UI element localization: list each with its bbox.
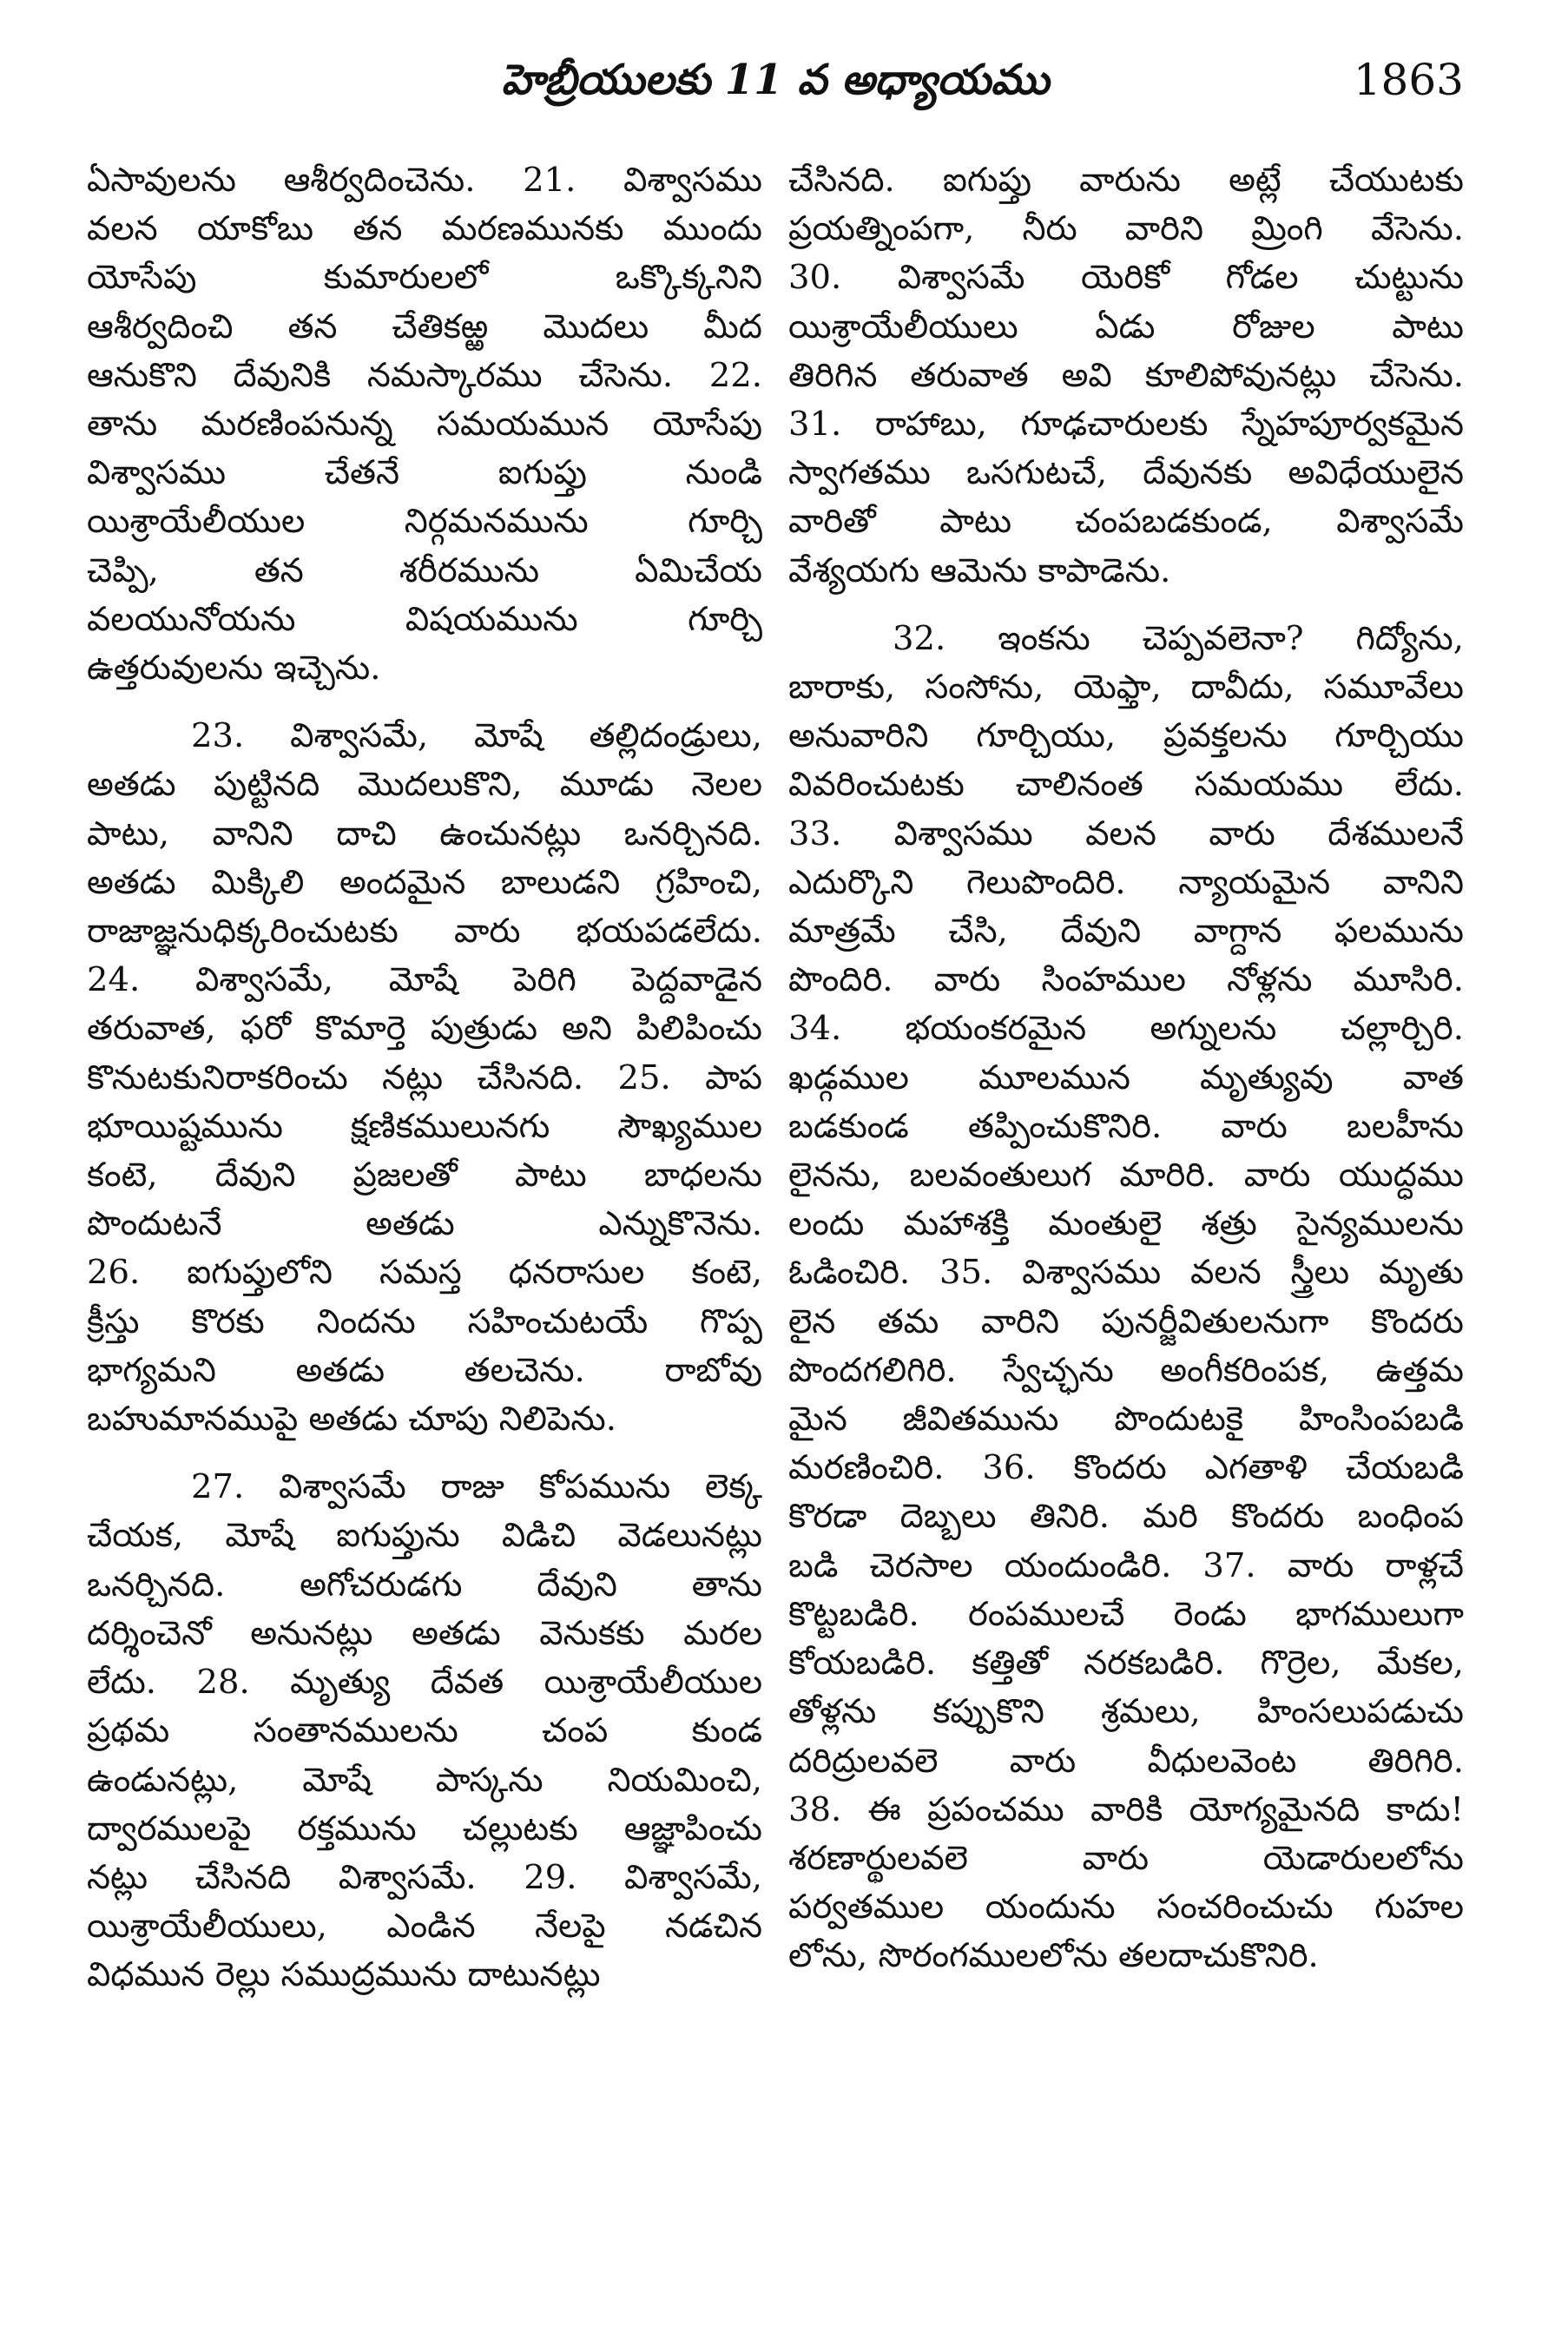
text-line: స్వాగతము ఒసగుటచే, దేవునకు అవిధేయులైన bbox=[788, 453, 1464, 493]
text-line: బడకుండ తప్పించుకొనిరి. వారు బలహీను bbox=[788, 1106, 1464, 1146]
text-line: పొందిరి. వారు సింహముల నోళ్లను మూసిరి. bbox=[788, 960, 1464, 1000]
text-line: పొందగలిగిరి. స్వేచ్ఛను అంగీకరింపక, ఉత్తమ bbox=[788, 1350, 1464, 1390]
text-line: 38. ఈ ప్రపంచము వారికి యోగ్యమైనది కాదు! bbox=[788, 1789, 1464, 1829]
text-line: 23. విశ్వాసమే, మోషే తల్లిదండ్రులు, bbox=[191, 716, 762, 756]
text-line: ఖడ్గముల మూలమున మృత్యువు వాత bbox=[788, 1057, 1464, 1097]
text-line: తోళ్లను కప్పుకొని శ్రమలు, హింసలుపడుచు bbox=[788, 1692, 1464, 1732]
text-line: అతడు పుట్టినది మొదలుకొని, మూడు నెలల bbox=[87, 765, 762, 805]
text-line: వివరించుటకు చాలినంత సమయము లేదు. bbox=[788, 765, 1464, 805]
text-line: వేశ్యయగు ఆమెను కాపాడెను. bbox=[788, 550, 1171, 590]
text-line: పొందుటనే అతడు ఎన్నుకొనెను. bbox=[87, 1204, 762, 1244]
text-line: భూయిష్టమును క్షణికములునగు సౌఖ్యముల bbox=[87, 1106, 762, 1146]
text-line: కొరడా దెబ్బలు తినిరి. మరి కొందరు బంధింప bbox=[788, 1497, 1464, 1537]
text-line: లేదు. 28. మృత్యు దేవత యిశ్రాయేలీయుల bbox=[87, 1663, 762, 1703]
text-line: ఆశీర్వదించి తన చేతికఱ్ఱ మొదలు మీద bbox=[87, 306, 762, 346]
page-header bbox=[87, 45, 1464, 115]
text-line: చెప్పి, తన శరీరమును ఏమిచేయ bbox=[87, 550, 762, 590]
text-line: అనువారిని గూర్చియు, ప్రవక్తలను గూర్చియు bbox=[788, 716, 1464, 756]
left-column bbox=[87, 156, 762, 2000]
paragraph-gap bbox=[788, 596, 1464, 615]
text-line: ఏసావులను ఆశీర్వదించెను. 21. విశ్వాసము bbox=[87, 161, 762, 200]
text-line: కొట్టబడిరి. రంపములచే రెండు భాగములుగా bbox=[788, 1594, 1464, 1634]
text-line: యిశ్రాయేలీయుల నిర్గమనమును గూర్చి bbox=[87, 502, 762, 542]
text-line: 27. విశ్వాసమే రాజు కోపమును లెక్క bbox=[191, 1467, 762, 1507]
paragraph-gap bbox=[87, 693, 762, 712]
text-line: పాటు, వానిని దాచి ఉంచునట్లు ఒనర్చినది. bbox=[87, 814, 762, 853]
page-title: హెబ్రీయులకు 11 వ అధ్యాయము bbox=[501, 56, 1050, 104]
text-line: మైన జీవితమును పొందుటకై హింసింపబడి bbox=[788, 1400, 1464, 1440]
text-line: దరిద్రులవలె వారు వీధులవెంట తిరిగిరి. bbox=[788, 1741, 1464, 1781]
text-line: 30. విశ్వాసమే యెరికో గోడల చుట్టును bbox=[788, 258, 1464, 298]
text-line: వారితో పాటు చంపబడకుండ, విశ్వాసమే bbox=[788, 502, 1464, 542]
text-line: అతడు మిక్కిలి అందమైన బాలుడని గ్రహించి, bbox=[87, 862, 762, 902]
paragraph bbox=[788, 615, 1464, 1981]
paragraph bbox=[87, 1463, 762, 2000]
text-line: ఉండునట్లు, మోషే పాస్కను నియమించి, bbox=[87, 1760, 762, 1800]
text-line: బడి చెరసాల యందుండిరి. 37. వారు రాళ్లచే bbox=[788, 1545, 1464, 1585]
text-line: లైన తమ వారిని పునర్జీవితులనుగా కొందరు bbox=[788, 1301, 1464, 1341]
right-column bbox=[788, 156, 1464, 1981]
text-line: ఒనర్చినది. అగోచరుడగు దేవుని తాను bbox=[87, 1565, 762, 1604]
text-line: యోసేపు కుమారులలో ఒక్కొక్కనిని bbox=[87, 258, 762, 298]
text-line: బారాకు, సంసోను, యెఫ్తా, దావీదు, సమూవేలు bbox=[788, 668, 1464, 708]
text-line: కోయబడిరి. కత్తితో నరకబడిరి. గొర్రెల, మేకల, bbox=[788, 1644, 1464, 1683]
text-line: తరువాత, ఫరో కొమార్తె పుత్రుడు అని పిలిపించు bbox=[87, 1009, 762, 1049]
text-line: కొనుటకునిరాకరించు నట్లు చేసినది. 25. పాప bbox=[87, 1057, 762, 1097]
text-line: శరణార్థులవలె వారు యెడారులలోను bbox=[788, 1838, 1464, 1878]
text-line: 32. ఇంకను చెప్పవలెనా? గిద్యోను, bbox=[893, 618, 1464, 658]
text-line: మరణించిరి. 36. కొందరు ఎగతాళి చేయబడి bbox=[788, 1448, 1464, 1488]
text-line: 24. విశ్వాసమే, మోషే పెరిగి పెద్దవాడైన bbox=[87, 960, 762, 1000]
text-line: విశ్వాసము చేతనే ఐగుప్తు నుండి bbox=[87, 453, 762, 493]
text-line: ఓడించిరి. 35. విశ్వాసము వలన స్త్రీలు మృతు bbox=[788, 1253, 1464, 1293]
page-number: 1863 bbox=[1353, 55, 1464, 105]
text-line: 33. విశ్వాసము వలన వారు దేశములనే bbox=[788, 814, 1464, 853]
text-line: పర్వతముల యందును సంచరించుచు గుహల bbox=[788, 1888, 1464, 1927]
text-line: 34. భయంకరమైన అగ్నులను చల్లార్చిరి. bbox=[788, 1009, 1464, 1049]
text-line: యిశ్రాయేలీయులు ఏడు రోజుల పాటు bbox=[788, 306, 1464, 346]
text-line: ద్వారములపై రక్తమును చల్లుటకు ఆజ్ఞాపించు bbox=[87, 1808, 762, 1848]
text-line: ఉత్తరువులను ఇచ్చెను. bbox=[87, 649, 381, 688]
text-line: వలన యాకోబు తన మరణమునకు ముందు bbox=[87, 209, 762, 249]
text-line: లైనను, బలవంతులుగ మారిరి. వారు యుద్ధము bbox=[788, 1156, 1464, 1196]
text-line: క్రీస్తు కొరకు నిందను సహించుటయే గొప్ప bbox=[87, 1301, 762, 1341]
text-line: లందు మహాశక్తి మంతులై శత్రు సైన్యములను bbox=[788, 1204, 1464, 1244]
text-line: దర్శించెనో అనునట్లు అతడు వెనుకకు మరల bbox=[87, 1613, 762, 1653]
text-line: మాత్రమే చేసి, దేవుని వాగ్దాన ఫలమును bbox=[788, 912, 1464, 952]
text-line: భాగ్యమని అతడు తలచెను. రాబోవు bbox=[87, 1350, 762, 1390]
text-line: తిరిగిన తరువాత అవి కూలిపోవునట్లు చేసెను. bbox=[788, 355, 1464, 395]
text-line: వలయునోయను విషయమును గూర్చి bbox=[87, 599, 762, 639]
paragraph-gap bbox=[87, 1444, 762, 1463]
text-line: ఎదుర్కొని గెలుపొందిరి. న్యాయమైన వానిని bbox=[788, 862, 1464, 902]
text-line: లోను, సొరంగములలోను తలదాచుకొనిరి. bbox=[788, 1936, 1319, 1976]
text-line: చేయక, మోషే ఐగుప్తును విడిచి వెడలునట్లు bbox=[87, 1516, 762, 1556]
paragraph bbox=[87, 156, 762, 693]
text-line: ఆనుకొని దేవునికి నమస్కారము చేసెను. 22. bbox=[87, 355, 762, 395]
text-line: చేసినది. ఐగుప్తు వారును అట్లే చేయుటకు bbox=[788, 161, 1464, 200]
text-line: తాను మరణింపనున్న సమయమున యోసేపు bbox=[87, 405, 762, 445]
paragraph bbox=[87, 712, 762, 1444]
paragraph bbox=[788, 156, 1464, 596]
text-line: రాజాజ్ఞనుధిక్కరించుటకు వారు భయపడలేదు. bbox=[87, 912, 762, 952]
text-line: నట్లు చేసినది విశ్వాసమే. 29. విశ్వాసమే, bbox=[87, 1857, 762, 1897]
text-line: యిశ్రాయేలీయులు, ఎండిన నేలపై నడచిన bbox=[87, 1907, 762, 1947]
text-line: విధమున రెల్లు సముద్రమును దాటునట్లు bbox=[87, 1955, 601, 1995]
text-line: కంటె, దేవుని ప్రజలతో పాటు బాధలను bbox=[87, 1156, 762, 1196]
text-line: ప్రథమ సంతానములను చంప కుండ bbox=[87, 1711, 762, 1751]
text-line: 26. ఐగుప్తులోని సమస్త ధనరాసుల కంటె, bbox=[87, 1253, 762, 1293]
text-line: ప్రయత్నింపగా, నీరు వారిని మ్రింగి వేసెను. bbox=[788, 209, 1464, 249]
text-line: 31. రాహాబు, గూఢచారులకు స్నేహపూర్వకమైన bbox=[788, 405, 1464, 445]
text-line: బహుమానముపై అతడు చూపు నిలిపెను. bbox=[87, 1400, 616, 1440]
